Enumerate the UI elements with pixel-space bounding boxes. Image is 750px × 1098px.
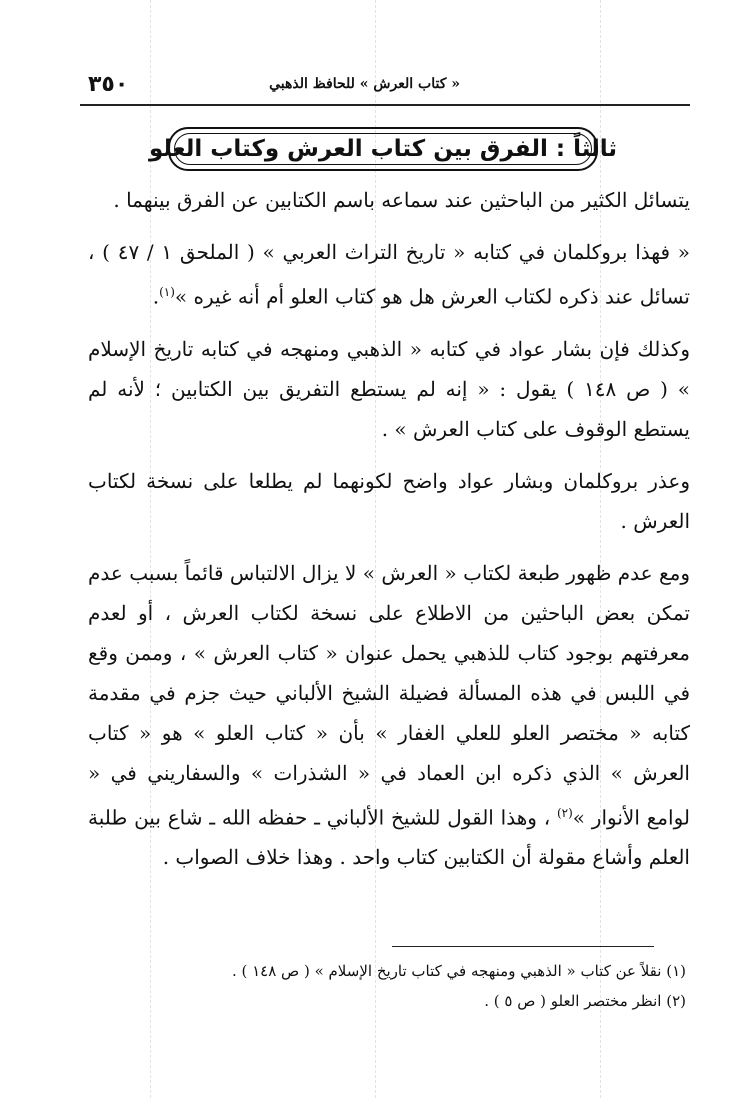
section-title-frame (148, 127, 618, 171)
page-number: ٣٥٠ (88, 72, 129, 97)
paragraph-3: وكذلك فإن بشار عواد في كتابه « الذهبي ومنهجه في كتابه تاريخ الإسلام » ( ص ١٤٨ ) يقول : « إنه لم يستطع التفريق بين الكتابين ؛ لأنه لم يستطع الوقوف على كتاب العرش » . (88, 336, 691, 441)
footnotes (88, 956, 686, 1016)
body-text (88, 180, 690, 889)
paragraph-1: يتسائل الكثير من الباحثين عند سماعه باسم الكتابين عن الفرق بينهما . (113, 188, 690, 212)
paragraph-5-text-b: ، وهذا القول للشيخ الألباني ـ حفظه الله ـ شاع بين طلبة العلم وأشاع مقولة أن الكتابين كتاب واحد . وهذا خلاف الصواب . (88, 805, 690, 870)
footnote-divider (392, 946, 654, 947)
paragraph-2 (88, 232, 690, 317)
paragraph-4: وعذر بروكلمان وبشار عواد واضح لكونهما لم يطلعا على نسخة لكتاب العرش . (88, 468, 690, 533)
section-title: ثالثاً : الفرق بين كتاب العرش وكتاب العلو (148, 136, 618, 162)
section-title-inner-frame (148, 133, 618, 165)
footnote-ref-2[interactable]: (٢) (556, 805, 573, 820)
paragraph-2-text: « فهذا بروكلمان في كتابه « تاريخ التراث العربي » ( الملحق ١ / ٤٧ ) ، تسائل عند ذكره لكتاب العرش هل هو كتاب العلو أم أنه غيره » (88, 240, 690, 309)
page-header (80, 68, 690, 106)
footnote-1: (١) نقلاً عن كتاب « الذهبي ومنهجه في كتاب تاريخ الإسلام » ( ص ١٤٨ ) . (231, 962, 686, 980)
paragraph-5 (88, 553, 690, 878)
paragraph-2-end: . (152, 284, 160, 309)
running-title: « كتاب العرش » للحافظ الذهبي (269, 76, 460, 92)
paragraph-5-text-a: ومع عدم ظهور طبعة لكتاب « العرش » لا يزال الالتباس قائماً بسبب عدم تمكن بعض الباحثين من الاطلاع على نسخة لكتاب العرش ، أو لعدم معرفتهم بوجود كتاب للذهبي يحمل عنوان « كتاب العرش » ، وممن وقع في اللبس في هذه المسألة فضيلة الشيخ الألباني حيث جزم في مقدمة كتابه « مختصر العلو للعلي الغفار » بأن « كتاب العلو » هو « كتاب العرش » الذي ذكره ابن العماد في « الشذرات » والسفاريني في « لوامع الأنوار » (88, 560, 691, 830)
footnote-2: (٢) انظر مختصر العلو ( ص ٥ ) . (484, 992, 686, 1010)
footnote-ref-1[interactable]: (١) (159, 285, 175, 299)
